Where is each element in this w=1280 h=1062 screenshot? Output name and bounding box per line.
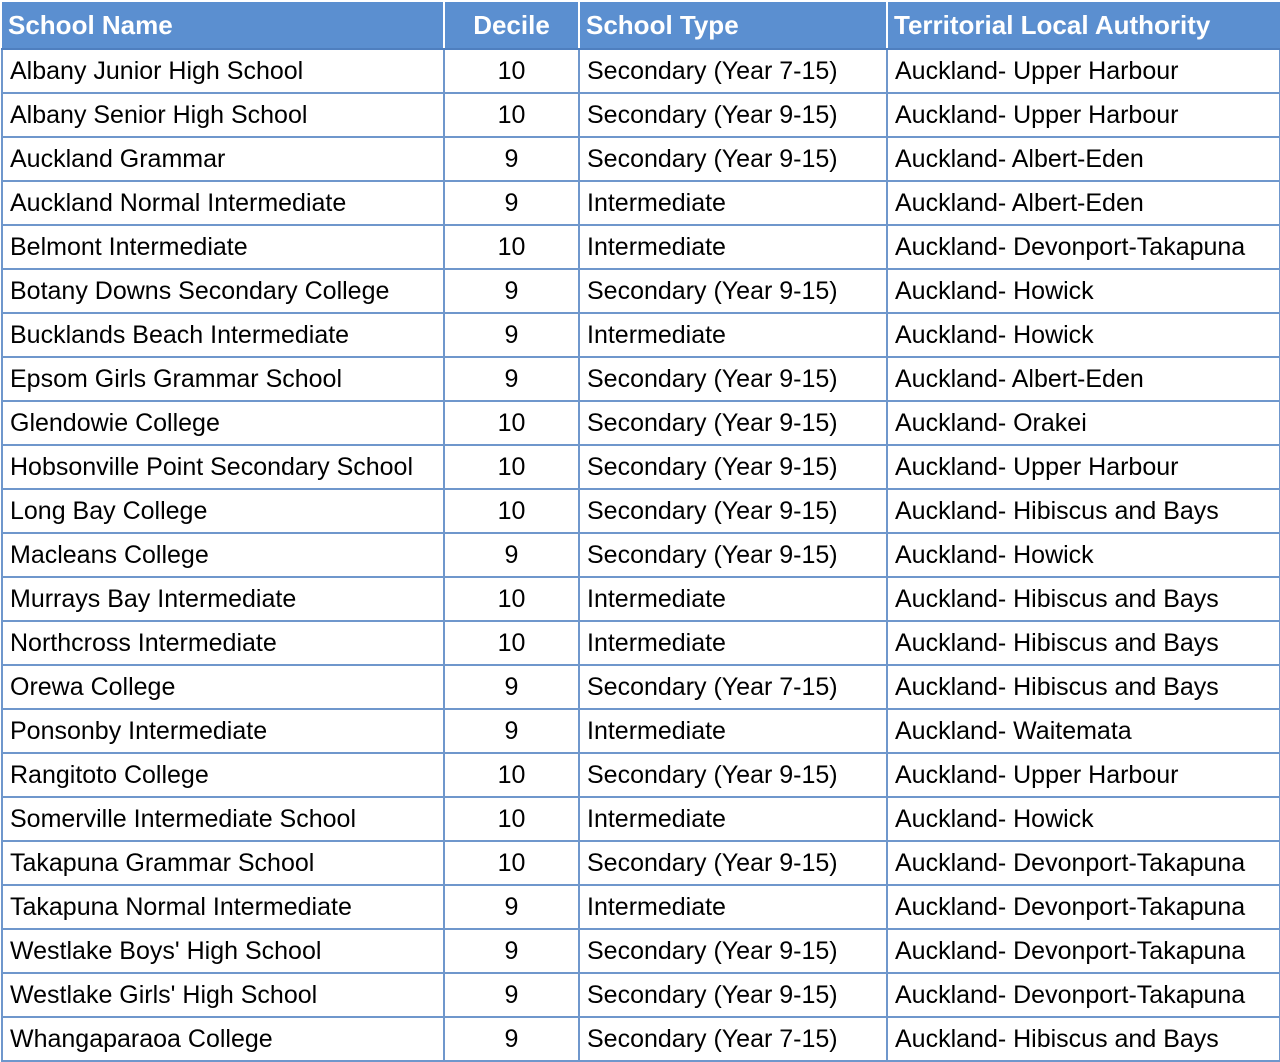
- school-type-cell: Secondary (Year 9-15): [579, 841, 887, 885]
- schools-table: [1, 2, 1280, 1062]
- header-row: [2, 2, 1280, 49]
- decile-cell: 9: [444, 885, 579, 929]
- school-type-cell: Secondary (Year 9-15): [579, 357, 887, 401]
- table-row: [2, 445, 1280, 489]
- decile-cell: 9: [444, 973, 579, 1017]
- table-row: [2, 49, 1280, 93]
- table-row: [2, 621, 1280, 665]
- territorial-authority-cell: Auckland- Devonport-Takapuna: [887, 841, 1280, 885]
- school-name-cell: Westlake Girls' High School: [2, 973, 444, 1017]
- decile-cell: 10: [444, 489, 579, 533]
- table-row: [2, 841, 1280, 885]
- table-row: [2, 973, 1280, 1017]
- territorial-authority-cell: Auckland- Albert-Eden: [887, 357, 1280, 401]
- territorial-authority-cell: Auckland- Hibiscus and Bays: [887, 665, 1280, 709]
- school-type-cell: Intermediate: [579, 181, 887, 225]
- school-type-cell: Secondary (Year 9-15): [579, 533, 887, 577]
- school-type-cell: Secondary (Year 7-15): [579, 1017, 887, 1061]
- school-type-cell: Secondary (Year 9-15): [579, 93, 887, 137]
- header-decile: Decile: [444, 2, 579, 49]
- decile-cell: 9: [444, 181, 579, 225]
- school-name-cell: Botany Downs Secondary College: [2, 269, 444, 313]
- school-name-cell: Somerville Intermediate School: [2, 797, 444, 841]
- school-type-cell: Secondary (Year 9-15): [579, 269, 887, 313]
- table-row: [2, 93, 1280, 137]
- school-name-cell: Auckland Normal Intermediate: [2, 181, 444, 225]
- school-name-cell: Northcross Intermediate: [2, 621, 444, 665]
- decile-cell: 10: [444, 49, 579, 93]
- territorial-authority-cell: Auckland- Devonport-Takapuna: [887, 225, 1280, 269]
- table-body: [2, 49, 1280, 1061]
- decile-cell: 10: [444, 225, 579, 269]
- school-type-cell: Intermediate: [579, 709, 887, 753]
- school-name-cell: Rangitoto College: [2, 753, 444, 797]
- territorial-authority-cell: Auckland- Devonport-Takapuna: [887, 973, 1280, 1017]
- school-name-cell: Glendowie College: [2, 401, 444, 445]
- table-row: [2, 225, 1280, 269]
- school-name-cell: Auckland Grammar: [2, 137, 444, 181]
- school-name-cell: Albany Senior High School: [2, 93, 444, 137]
- territorial-authority-cell: Auckland- Upper Harbour: [887, 753, 1280, 797]
- school-name-cell: Orewa College: [2, 665, 444, 709]
- school-name-cell: Albany Junior High School: [2, 49, 444, 93]
- table-row: [2, 929, 1280, 973]
- school-name-cell: Westlake Boys' High School: [2, 929, 444, 973]
- territorial-authority-cell: Auckland- Hibiscus and Bays: [887, 1017, 1280, 1061]
- school-type-cell: Secondary (Year 9-15): [579, 973, 887, 1017]
- header-school-type: School Type: [579, 2, 887, 49]
- territorial-authority-cell: Auckland- Hibiscus and Bays: [887, 489, 1280, 533]
- decile-cell: 10: [444, 621, 579, 665]
- school-type-cell: Secondary (Year 9-15): [579, 137, 887, 181]
- school-type-cell: Secondary (Year 7-15): [579, 665, 887, 709]
- decile-cell: 9: [444, 665, 579, 709]
- table-row: [2, 709, 1280, 753]
- table-row: [2, 577, 1280, 621]
- decile-cell: 9: [444, 709, 579, 753]
- decile-cell: 10: [444, 93, 579, 137]
- school-name-cell: Epsom Girls Grammar School: [2, 357, 444, 401]
- table-row: [2, 401, 1280, 445]
- school-name-cell: Whangaparaoa College: [2, 1017, 444, 1061]
- decile-cell: 9: [444, 357, 579, 401]
- school-name-cell: Hobsonville Point Secondary School: [2, 445, 444, 489]
- territorial-authority-cell: Auckland- Hibiscus and Bays: [887, 621, 1280, 665]
- table-row: [2, 1017, 1280, 1061]
- school-type-cell: Intermediate: [579, 885, 887, 929]
- school-type-cell: Intermediate: [579, 797, 887, 841]
- table-row: [2, 313, 1280, 357]
- decile-cell: 10: [444, 401, 579, 445]
- school-type-cell: Intermediate: [579, 225, 887, 269]
- school-type-cell: Secondary (Year 9-15): [579, 489, 887, 533]
- school-type-cell: Secondary (Year 9-15): [579, 401, 887, 445]
- table-row: [2, 137, 1280, 181]
- table-row: [2, 885, 1280, 929]
- territorial-authority-cell: Auckland- Devonport-Takapuna: [887, 885, 1280, 929]
- table-row: [2, 489, 1280, 533]
- decile-cell: 10: [444, 577, 579, 621]
- school-name-cell: Long Bay College: [2, 489, 444, 533]
- territorial-authority-cell: Auckland- Albert-Eden: [887, 181, 1280, 225]
- header-territorial-local-authority: Territorial Local Authority: [887, 2, 1280, 49]
- table-row: [2, 357, 1280, 401]
- school-type-cell: Intermediate: [579, 577, 887, 621]
- table-row: [2, 753, 1280, 797]
- school-type-cell: Secondary (Year 9-15): [579, 753, 887, 797]
- school-name-cell: Takapuna Grammar School: [2, 841, 444, 885]
- decile-cell: 10: [444, 841, 579, 885]
- territorial-authority-cell: Auckland- Hibiscus and Bays: [887, 577, 1280, 621]
- school-name-cell: Bucklands Beach Intermediate: [2, 313, 444, 357]
- decile-cell: 9: [444, 929, 579, 973]
- territorial-authority-cell: Auckland- Albert-Eden: [887, 137, 1280, 181]
- table-row: [2, 665, 1280, 709]
- territorial-authority-cell: Auckland- Waitemata: [887, 709, 1280, 753]
- school-type-cell: Intermediate: [579, 621, 887, 665]
- school-name-cell: Macleans College: [2, 533, 444, 577]
- territorial-authority-cell: Auckland- Howick: [887, 533, 1280, 577]
- decile-cell: 9: [444, 1017, 579, 1061]
- territorial-authority-cell: Auckland- Upper Harbour: [887, 93, 1280, 137]
- table-row: [2, 269, 1280, 313]
- decile-cell: 9: [444, 533, 579, 577]
- school-type-cell: Secondary (Year 7-15): [579, 49, 887, 93]
- school-name-cell: Murrays Bay Intermediate: [2, 577, 444, 621]
- territorial-authority-cell: Auckland- Howick: [887, 269, 1280, 313]
- decile-cell: 10: [444, 445, 579, 489]
- decile-cell: 10: [444, 753, 579, 797]
- territorial-authority-cell: Auckland- Devonport-Takapuna: [887, 929, 1280, 973]
- school-type-cell: Intermediate: [579, 313, 887, 357]
- territorial-authority-cell: Auckland- Orakei: [887, 401, 1280, 445]
- header-school-name: School Name: [2, 2, 444, 49]
- school-name-cell: Ponsonby Intermediate: [2, 709, 444, 753]
- decile-cell: 9: [444, 137, 579, 181]
- territorial-authority-cell: Auckland- Howick: [887, 313, 1280, 357]
- table-row: [2, 533, 1280, 577]
- school-type-cell: Secondary (Year 9-15): [579, 929, 887, 973]
- table-row: [2, 181, 1280, 225]
- table-row: [2, 797, 1280, 841]
- decile-cell: 9: [444, 269, 579, 313]
- decile-cell: 9: [444, 313, 579, 357]
- territorial-authority-cell: Auckland- Howick: [887, 797, 1280, 841]
- school-type-cell: Secondary (Year 9-15): [579, 445, 887, 489]
- school-name-cell: Belmont Intermediate: [2, 225, 444, 269]
- territorial-authority-cell: Auckland- Upper Harbour: [887, 49, 1280, 93]
- territorial-authority-cell: Auckland- Upper Harbour: [887, 445, 1280, 489]
- decile-cell: 10: [444, 797, 579, 841]
- school-name-cell: Takapuna Normal Intermediate: [2, 885, 444, 929]
